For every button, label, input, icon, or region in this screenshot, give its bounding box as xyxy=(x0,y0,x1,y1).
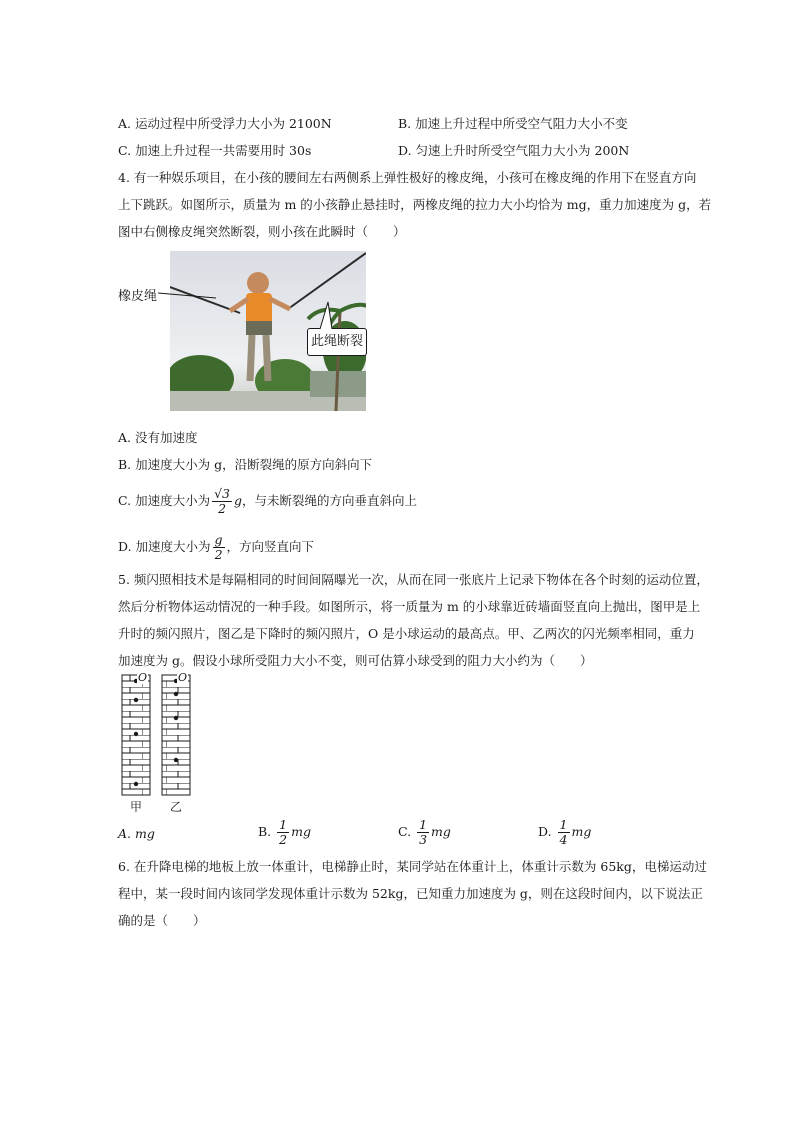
q4-option-c-suffix: ，与未断裂绳的方向垂直斜向上 xyxy=(242,493,418,508)
q5-stem-line3: 升时的频闪照片，图乙是下降时的频闪照片，O 是小球运动的最高点。甲、乙两次的闪光频率相同，重力 xyxy=(118,626,695,641)
rope-break-callout: 此绳断裂 xyxy=(307,328,367,356)
one-third-fraction xyxy=(417,818,429,847)
q6-stem-line3: 确的是（ ） xyxy=(118,913,206,928)
q5-option-b-prefix: B. xyxy=(258,824,272,839)
q4-option-d xyxy=(118,532,314,562)
g-over-2-fraction xyxy=(213,533,225,562)
q5-option-d-mg: mg xyxy=(571,824,592,839)
fraction-denominator: 2 xyxy=(218,501,227,516)
fraction-denominator: 3 xyxy=(419,832,428,847)
q5-option-c-mg: mg xyxy=(431,824,451,839)
q5-option-b-mg: mg xyxy=(291,824,311,839)
q6-stem-line2: 程中，某一段时间内该同学发现体重计示数为 52kg，已知重力加速度为 g，则在这段时间内，以下说法正 xyxy=(118,886,703,901)
q3-option-d: D. 匀速上升时所受空气阻力大小为 200N xyxy=(398,143,630,158)
callout-pointer xyxy=(318,300,338,330)
q5-stem-line4: 加速度为 g。假设小球所受阻力大小不变，则可估算小球受到的阻力大小约为（ ） xyxy=(118,653,593,668)
fraction-numerator: 1 xyxy=(279,817,288,832)
q5-option-c-prefix: C. xyxy=(398,824,412,839)
ball-yi-4 xyxy=(174,758,178,762)
fraction-denominator: 4 xyxy=(559,832,568,847)
q5-option-a: A. mg xyxy=(118,826,155,841)
ball-jia-4 xyxy=(134,782,138,786)
q5-option-b xyxy=(258,817,311,847)
q5-stem-line2: 然后分析物体运动情况的一种手段。如图所示，将一质量为 m 的小球靠近砖墙面竖直向上抛出，图甲是上 xyxy=(118,599,701,614)
q6-stem-line1: 6. 在升降电梯的地板上放一体重计，电梯静止时，某同学站在体重计上，体重计示数为 65kg，电梯运动过 xyxy=(118,859,707,874)
ball-jia-2 xyxy=(134,698,138,702)
q5-option-c xyxy=(398,817,451,847)
q3-option-c: C. 加速上升过程一共需要用时 30s xyxy=(118,143,312,158)
ball-yi-3 xyxy=(174,716,178,720)
q5-option-d-prefix: D. xyxy=(538,824,552,839)
strobe-photo-figure xyxy=(118,672,198,796)
q4-option-d-suffix: ，方向竖直向下 xyxy=(226,539,315,554)
one-quarter-fraction xyxy=(558,818,570,847)
fraction-numerator: g xyxy=(214,532,223,547)
q4-option-b: B. 加速度大小为 g，沿断裂绳的原方向斜向下 xyxy=(118,457,373,472)
fraction-numerator: 1 xyxy=(419,817,428,832)
rubber-band-label: 橡皮绳 xyxy=(118,289,158,304)
q4-stem-line2: 上下跳跃。如图所示，质量为 m 的小孩静止悬挂时，两橡皮绳的拉力大小均恰为 mg，重力加速度为 g，若 xyxy=(118,197,712,212)
sqrt3-over-2-fraction xyxy=(212,487,232,516)
ball-jia-3 xyxy=(134,732,138,736)
ball-yi-2 xyxy=(174,692,178,696)
q3-option-a: A. 运动过程中所受浮力大小为 2100N xyxy=(118,116,332,131)
q5-stem-line1: 5. 频闪照相技术是每隔相同的时间间隔曝光一次，从而在同一张底片上记录下物体在各个时刻的运动位置， xyxy=(118,572,709,587)
q4-option-c-g: g xyxy=(234,493,243,508)
q4-option-c xyxy=(118,486,417,516)
rubber-band-leader-line xyxy=(158,288,218,302)
q4-option-c-prefix: C. 加速度大小为 xyxy=(118,493,211,508)
label-jia: 甲 xyxy=(130,800,143,814)
q4-stem-line3: 图中右侧橡皮绳突然断裂，则小孩在此瞬时（ ） xyxy=(118,224,406,239)
q5-option-d xyxy=(538,817,591,847)
label-o-jia: O xyxy=(138,671,148,684)
label-o-yi: O xyxy=(178,671,188,684)
fraction-denominator: 2 xyxy=(279,832,288,847)
fraction-numerator: √3 xyxy=(214,486,230,501)
q4-option-a: A. 没有加速度 xyxy=(118,430,198,445)
q4-option-d-prefix: D. 加速度大小为 xyxy=(118,539,211,554)
fraction-numerator: 1 xyxy=(559,817,568,832)
q4-stem-line1: 4. 有一种娱乐项目，在小孩的腰间左右两侧系上弹性极好的橡皮绳，小孩可在橡皮绳的作用下在竖直方向 xyxy=(118,170,697,185)
one-half-fraction xyxy=(277,818,289,847)
label-yi: 乙 xyxy=(170,800,183,814)
fraction-denominator: 2 xyxy=(214,547,223,562)
q3-option-b: B. 加速上升过程中所受空气阻力大小不变 xyxy=(398,116,628,131)
